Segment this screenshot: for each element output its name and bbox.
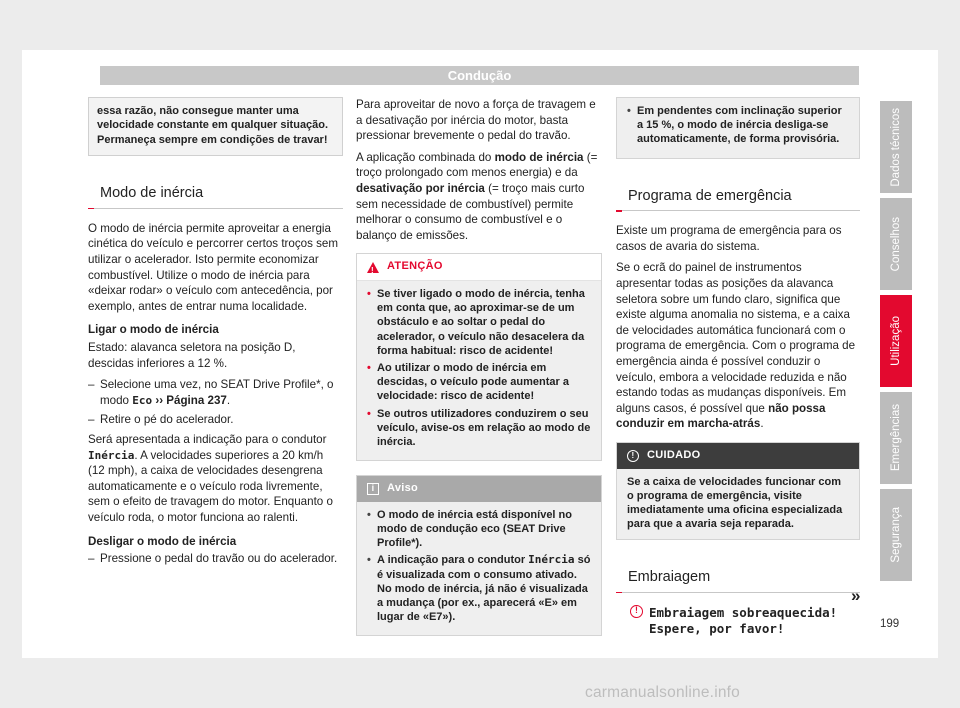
step-press-pedal: – Pressione o pedal do travão ou do acelerador. xyxy=(88,552,338,566)
section-title: Modo de inércia xyxy=(100,185,204,202)
aviso-header: i Aviso xyxy=(357,476,601,502)
state-condition: Estado: alavanca seletora na posição D, descidas inferiores a 12 %. xyxy=(88,340,296,370)
subheading-deactivate: Desligar o modo de inércia xyxy=(88,534,237,548)
tab-conselhos[interactable]: Conselhos xyxy=(880,198,912,290)
aviso-box xyxy=(356,475,602,636)
attention-header: ! ATENÇÃO xyxy=(357,254,601,281)
aviso-body xyxy=(357,502,601,636)
attention-item: • Ao utilizar o modo de inércia em descidas, o veículo pode aumentar a velocidade: risco de acidente! xyxy=(367,361,569,403)
caution-circle-icon: ! xyxy=(627,450,639,462)
emergency-intro: Existe um programa de emergência para os casos de avaria do sistema. xyxy=(616,224,842,253)
clutch-warning-message: ! Embraiagem sobreaquecida! Espere, por favor! xyxy=(616,605,860,637)
slope-note-box xyxy=(616,97,860,159)
warning-continuation: essa razão, não consegue manter uma velocidade constante em qualquer situação. Permaneça sempre em condições de travar! xyxy=(88,97,343,156)
page-reference-link[interactable]: ›› Página 237 xyxy=(155,393,227,407)
section-title: Embraiagem xyxy=(628,569,711,586)
tab-utilizacao[interactable]: Utilização xyxy=(880,295,912,387)
inertia-intro: O modo de inércia permite aproveitar a energia cinética do veículo e percorrer certos troços sem utilizar o acelerador. Isto permite economizar combustível. Utilize o modo de inércia para «deixar rodar» o veículo com antecedência, por exemplo, antes de entrar numa localidade. xyxy=(88,221,339,313)
continue-marker: » xyxy=(851,586,861,605)
step-select-mode: – Selecione uma vez, no SEAT Drive Profile*, o modo Eco ›› Página 237. xyxy=(88,378,334,407)
cuidado-box xyxy=(616,442,860,540)
attention-item: • Se tiver ligado o modo de inércia, tenha em conta que, ao aproximar-se de um obstáculo e ao soltar o pedal do acelerador, o veículo não desacelera da forma habitual: risco de acidente! xyxy=(367,287,585,357)
driver-indication-paragraph: Será apresentada a indicação para o condutor Inércia. A velocidades superiores a 20 km/h (12 mph), a caixa de velocidades desengrena automaticamente e o veículo roda livremente, sem o efeito de travagem do motor. Enquanto o veículo roda, o motor funciona ao ralenti. xyxy=(88,432,333,524)
watermark: carmanualsonline.info xyxy=(585,684,740,701)
clutch-warning-icon: ! xyxy=(630,605,643,618)
tab-seguranca[interactable]: Segurança xyxy=(880,489,912,581)
aviso-item: • A indicação para o condutor Inércia só é visualizada com o consumo ativado. No modo de inércia, já não é visualizada a mudança (por ex., aparecerá «E» em lugar de «E7»). xyxy=(367,553,591,624)
column-1 xyxy=(88,97,343,571)
subheading-activate: Ligar o modo de inércia xyxy=(88,323,219,337)
attention-box xyxy=(356,253,602,461)
warning-triangle-icon xyxy=(367,262,379,273)
mode-eco-label: Eco xyxy=(132,393,153,407)
step-release-accelerator: – Retire o pé do acelerador. xyxy=(88,413,234,427)
aviso-item: • O modo de inércia está disponível no modo de condução eco (SEAT Drive Profile*). xyxy=(367,508,572,550)
tab-emergencias[interactable]: Emergências xyxy=(880,392,912,484)
section-title: Programa de emergência xyxy=(628,187,792,204)
attention-item: • Se outros utilizadores conduzirem o seu veículo, avise-os em relação ao modo de inércia. xyxy=(367,407,591,448)
side-tabs xyxy=(880,101,912,586)
section-heading-clutch xyxy=(616,566,860,593)
cuidado-header: ! CUIDADO xyxy=(617,443,859,469)
column-3 xyxy=(616,97,860,637)
slope-note-item: • Em pendentes com inclinação superior a 15 %, o modo de inércia desliga-se automaticamente, de forma provisória. xyxy=(627,105,842,146)
section-heading-inertia xyxy=(88,182,343,209)
combined-paragraph: A aplicação combinada do modo de inércia (= troço prolongado com menos energia) e da desativação por inércia (= troço mais curto sem necessidade de combustível) permite melhorar o consumo de combustível e o balanço de emissões. xyxy=(356,150,598,242)
page-number: 199 xyxy=(880,618,900,630)
inercia-display-label: Inércia xyxy=(88,448,135,462)
braking-paragraph: Para aproveitar de novo a força de travagem e a desativação por inércia do motor, basta pressionar brevemente o pedal do travão. xyxy=(356,98,596,143)
attention-body xyxy=(357,281,601,460)
page-header-title: Condução xyxy=(100,66,859,85)
emergency-detail: Se o ecrã do painel de instrumentos apresentar todas as posições da alavanca seletora sobre um fundo claro, significa que existe alguma anomalia no sistema, e a caixa de velocidades automática funcionará com o programa de emergência. Com o programa de emergência ainda é possível conduzir o veículo, embora a velocidade reduzida e não estando todas as mudanças disponíveis. Em alguns casos, é possível que não possa conduzir em marcha-atrás. xyxy=(616,261,856,431)
cuidado-body: Se a caixa de velocidades funcionar com o programa de emergência, visite imediatamente uma oficina especializada para que a avaria seja reparada. xyxy=(617,469,859,540)
section-heading-emergency xyxy=(616,185,860,212)
column-2 xyxy=(356,97,602,636)
info-icon: i xyxy=(367,483,379,495)
tab-dados-tecnicos[interactable]: Dados técnicos xyxy=(880,101,912,193)
